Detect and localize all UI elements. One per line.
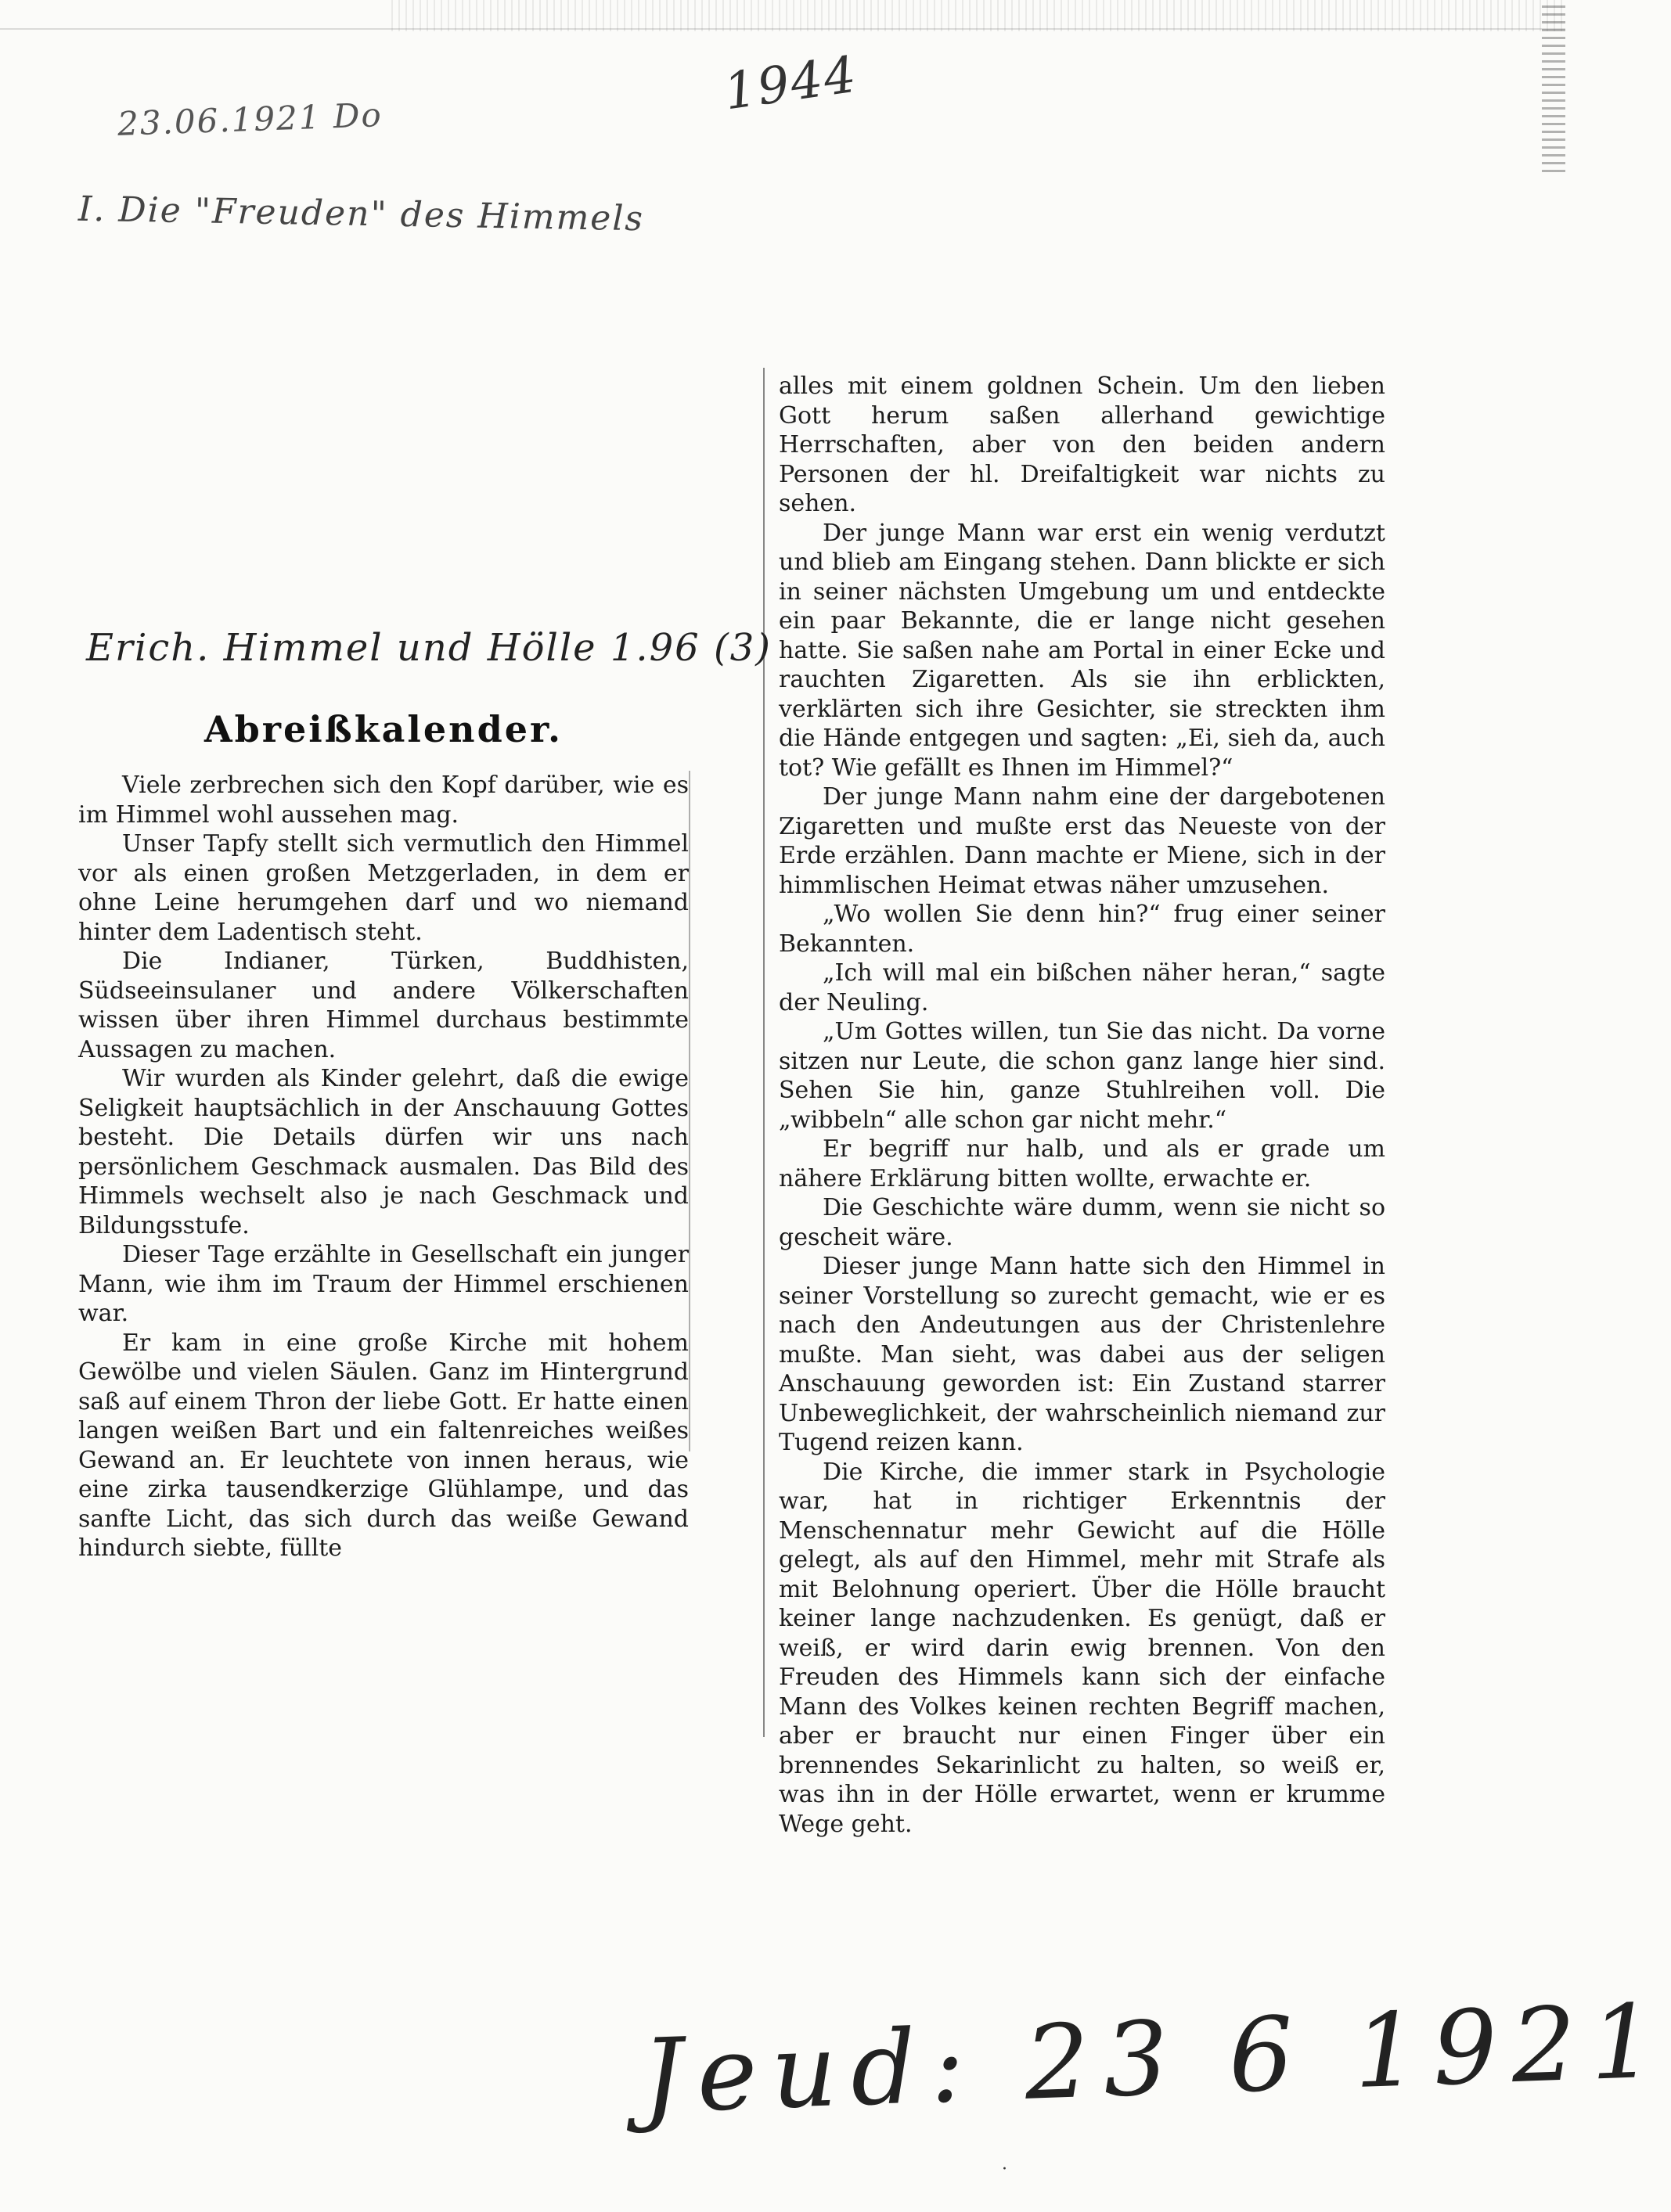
scan-speck: · xyxy=(1002,2160,1007,2179)
article-paragraph: „Wo wollen Sie denn hin?“ frug einer seiner Bekannten. xyxy=(779,901,1385,958)
article-paragraph: Der junge Mann nahm eine der dargebotenen Zigaretten und mußte erst das Neueste von der Erde erzählen. Dann machte er Miene, sich in der himmlischen Heimat etwas näher umzusehen. xyxy=(779,783,1385,899)
article-paragraph: Er kam in eine große Kirche mit hohem Gewölbe und vielen Säulen. Ganz im Hintergrund saß auf einem Thron der liebe Gott. Er hatte einen langen weißen Bart und ein faltenreiches weißes Gewand an. Er leuchtete von innen heraus, wie eine zirka tausendkerzige Glühlampe, und das sanfte Licht, das sich durch das weiße Gewand hindurch siebte, füllte xyxy=(78,1329,689,1562)
article-paragraph: Unser Tapfy stellt sich vermutlich den Himmel vor als einen großen Metzgerladen, in dem er ohne Leine herumgehen darf und wo niemand hinter dem Ladentisch steht. xyxy=(78,830,689,946)
article-paragraph: Die Indianer, Türken, Buddhisten, Südseeinsulaner und andere Völkerschaften wissen über ihren Himmel durchaus bestimmte Aussagen zu machen. xyxy=(78,948,689,1063)
article-paragraph: „Ich will mal ein bißchen näher heran,“ sagte der Neuling. xyxy=(779,959,1385,1016)
column-edge xyxy=(689,771,690,1451)
handwritten-number: 1944 xyxy=(720,45,862,122)
article-paragraph: Der junge Mann war erst ein wenig verdutzt und blieb am Eingang stehen. Dann blickte er sich in seiner nächsten Umgebung um und entdeckte ein paar Bekannte, die er lange nicht gesehen hatte. Sie saßen nahe am Portal in einer Ecke und rauchten Zigaretten. Als sie ihn erblickten, verklärten sich ihre Gesichter, sie streckten ihm die Hände entgegen und sagten: „Ei, sieh da, auch tot? Wie gefällt es Ihnen im Himmel?“ xyxy=(779,519,1385,782)
handwritten-title: I. Die "Freuden" des Himmels xyxy=(77,189,645,239)
handwritten-date: 23.06.1921 Do xyxy=(117,95,384,143)
article-paragraph: Die Geschichte wäre dumm, wenn sie nicht so gescheit wäre. xyxy=(779,1194,1385,1251)
article-column-left xyxy=(78,771,689,1563)
article-headline: Abreißkalender. xyxy=(203,708,564,750)
article-paragraph: Viele zerbrechen sich den Kopf darüber, wie es im Himmel wohl aussehen mag. xyxy=(78,772,689,829)
scan-noise-right xyxy=(1542,0,1565,172)
column-divider xyxy=(763,368,765,1737)
article-paragraph: „Um Gottes willen, tun Sie das nicht. Da vorne sitzen nur Leute, die schon ganz lange hier sind. Sehen Sie hin, ganze Stuhlreihen voll. Die „wibbeln“ alle schon gar nicht mehr.“ xyxy=(779,1018,1385,1134)
article-paragraph: Die Kirche, die immer stark in Psychologie war, hat in richtiger Erkenntnis der Menschennatur mehr Gewicht auf die Hölle gelegt, als auf den Himmel, mehr mit Strafe als mit Belohnung operiert. Über die Hölle braucht keiner lange nachzudenken. Es genügt, daß er weiß, er wird darin ewig brennen. Von den Freuden des Himmels kann sich der einfache Mann des Volkes keinen rechten Begriff machen, aber er braucht nur einen Finger über ein brennendes Sekarinlicht zu halten, so weiß er, was ihn in der Hölle erwartet, wenn er krumme Wege geht. xyxy=(779,1458,1385,1838)
article-paragraph: Dieser junge Mann hatte sich den Himmel in seiner Vorstellung so zurecht gemacht, wie er es nach den Andeutungen aus der Christenlehre mußte. Man sieht, was dabei aus der seligen Anschauung geworden ist: Ein Zustand starrer Unbeweglichkeit, der wahrscheinlich niemand zur Tugend reizen kann. xyxy=(779,1253,1385,1456)
article-column-right xyxy=(779,372,1385,1839)
article-paragraph: Er begriff nur halb, und als er grade um nähere Erklärung bitten wollte, erwachte er. xyxy=(779,1135,1385,1192)
handwritten-source-note: Erich. Himmel und Hölle 1.96 (3) xyxy=(86,626,772,670)
scan-noise-top xyxy=(391,0,1565,31)
scan-edge-line xyxy=(0,28,1565,30)
article-paragraph: Wir wurden als Kinder gelehrt, daß die ewige Seligkeit hauptsächlich in der Anschauung Gottes besteht. Die Details dürfen wir uns nach persönlichem Geschmack ausmalen. Das Bild des Himmels wechselt also je nach Geschmack und Bildungsstufe. xyxy=(78,1065,689,1239)
handwritten-bottom-date: Jeud: 23 6 1921 xyxy=(639,1981,1671,2136)
article-paragraph-continued: alles mit einem goldnen Schein. Um den lieben Gott herum saßen allerhand gewichtige Herrschaften, aber von den beiden andern Personen der hl. Dreifaltigkeit war nichts zu sehen. xyxy=(779,372,1385,517)
article-paragraph: Dieser Tage erzählte in Gesellschaft ein junger Mann, wie ihm im Traum der Himmel erschienen war. xyxy=(78,1241,689,1327)
